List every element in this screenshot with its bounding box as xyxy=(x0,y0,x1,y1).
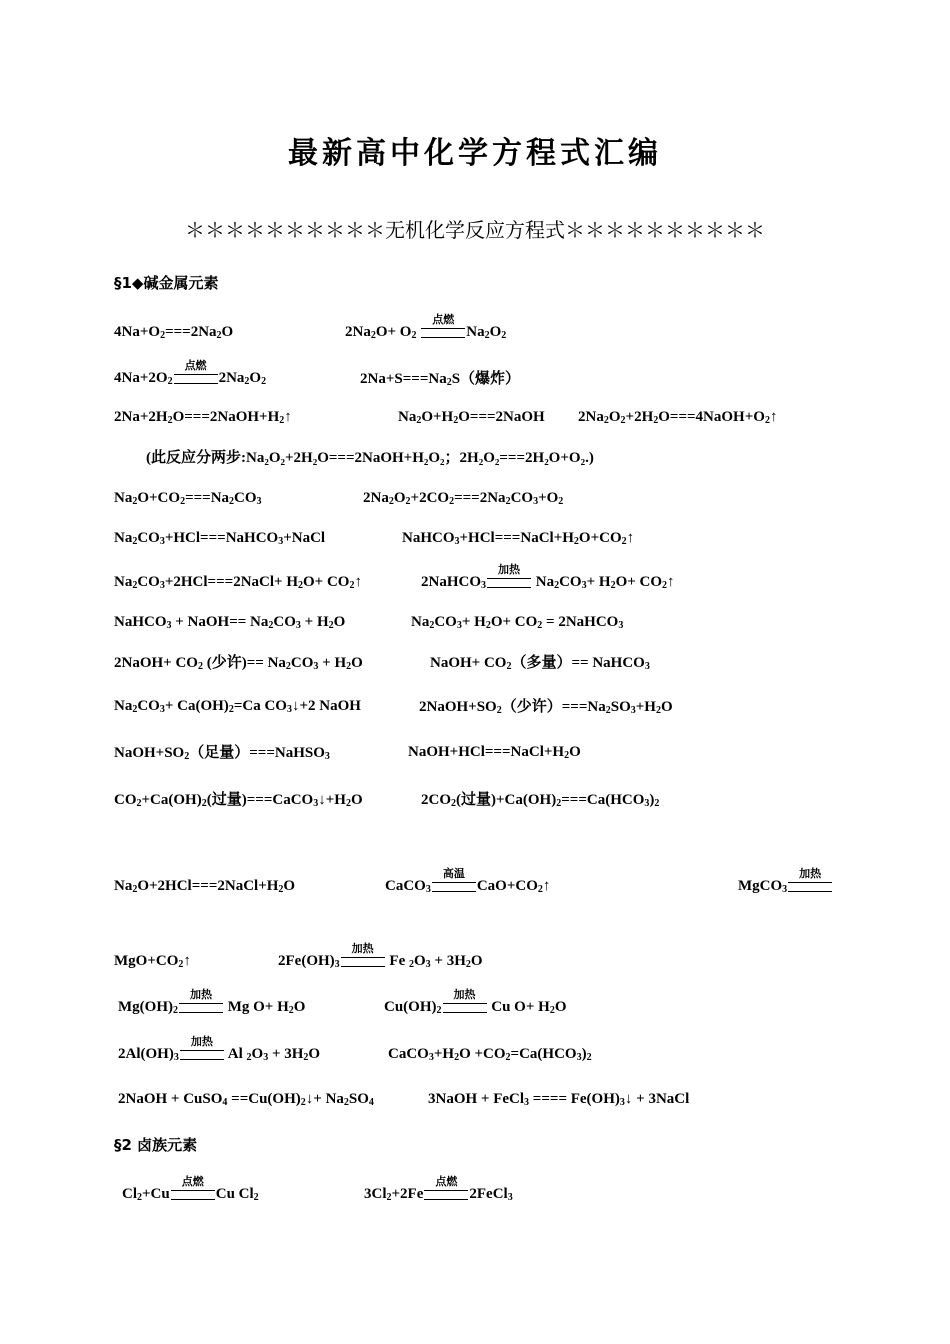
equation: $Na_2O+H_2O===2NaOH$ xyxy=(398,409,545,426)
reaction-arrow xyxy=(443,987,487,1013)
equation: $Na_2CO_3+ H_2O+ CO_2$ = 2NaHCO$_3$ xyxy=(411,614,624,631)
section-heading-alkali-metals: §1◆碱金属元素 xyxy=(114,274,219,292)
reaction-arrow xyxy=(179,987,223,1013)
equation: $2Na+2H_2O===2NaOH+H_2↑$ xyxy=(114,409,292,426)
equation: $Mg(OH)_2$ 加热 Mg $O+ H_2O$ xyxy=(118,997,305,1017)
equation: $Cl_2+Cu$ 点燃 Cu $Cl_2$ xyxy=(122,1184,259,1204)
equation: 3NaOH + FeCl$_3$ ==== $Fe(OH)_3↓$ + 3NaCl xyxy=(428,1091,690,1108)
reaction-arrow xyxy=(432,866,476,892)
condition-label: 高温 xyxy=(442,866,465,880)
equation: $2Na_2O_2+2CO_2===2Na_2CO_3+O_2$ xyxy=(363,490,564,507)
equation: $Na_2O+2HCl===2NaCl+H_2O$ xyxy=(114,878,296,895)
condition-label: 加热 xyxy=(799,866,822,880)
condition-label: 点燃 xyxy=(435,1174,458,1188)
equation: $NaOH+SO_2$（足量）===NaHSO$_3$ xyxy=(114,743,330,762)
equation: CaCO$_3$ 高温 $CaO+CO_2↑$ xyxy=(385,876,550,896)
equation: $MgO+CO_2↑$ xyxy=(114,953,191,970)
reaction-arrow xyxy=(180,1034,224,1060)
condition-label: 加热 xyxy=(190,1034,213,1048)
equation: $3Cl_2+2Fe$ 点燃 2FeCl$_3$ xyxy=(364,1184,513,1204)
page-title: 最新高中化学方程式汇编 xyxy=(288,136,662,171)
equation: $NaOH+HCl===NaCl+H_2O$ xyxy=(408,744,581,761)
equation: $2Na_2O_2+2H_2O===4NaOH+O_2↑$ xyxy=(578,409,778,426)
equation: $Cu(OH)_2$ 加热 Cu $O+ H_2O$ xyxy=(384,997,566,1017)
reaction-arrow xyxy=(424,1174,468,1200)
equation: $2Al(OH)_3$ 加热 Al $_2O_3 + 3H_2O$ xyxy=(118,1044,320,1064)
equation: $NaHCO_3+HCl===NaCl+H_2O+CO_2↑$ xyxy=(402,530,635,547)
equation: 2NaHCO$_3$ 加热 $Na_2CO_3+ H_2O+$ $CO_2↑$ xyxy=(421,572,675,592)
equation: $Na_2O+CO_2===Na_2CO_3$ xyxy=(114,490,262,507)
equation: $Na_2CO_3+ Ca(OH)_2=Ca$ $CO_3↓+2$ NaOH xyxy=(114,698,361,715)
condition-label: 点燃 xyxy=(181,1174,204,1188)
equation: $4Na+2O_2$ 点燃 $2Na_2O_2$ xyxy=(114,368,266,388)
condition-label: 加热 xyxy=(351,941,374,955)
condition-label: 点燃 xyxy=(184,358,207,372)
condition-label: 加热 xyxy=(189,987,212,1001)
equation: $2Fe(OH)_3$ 加热 Fe $_2O_3 + 3H_2O$ xyxy=(278,951,483,971)
equation: $2NaOH+SO_2$（少许）$===Na_2SO_3+H_2O$ xyxy=(419,697,673,716)
condition-label: 加热 xyxy=(498,562,520,576)
reaction-arrow xyxy=(171,1174,215,1200)
equation: 2NaOH+ $CO_2$ (少许)== $Na_2CO_3 + H_2O$ xyxy=(114,653,363,672)
note-two-step: (此反应分两步:Na₂O₂+2H₂O===2NaOH+H₂O₂；2H₂O₂===2H₂O+O₂.) xyxy=(146,450,594,466)
reaction-arrow xyxy=(487,562,531,588)
reaction-arrow xyxy=(341,941,385,967)
equation: $4Na+O_2===2Na_2O$ xyxy=(114,324,234,341)
equation: NaOH+ $CO_2$（多量）== NaHCO$_3$ xyxy=(430,653,650,672)
equation: $CO_2+Ca(OH)_2$(过量)$===CaCO_3↓+H_2O$ xyxy=(114,790,363,809)
subtitle: ＊＊＊＊＊＊＊＊＊＊无机化学反应方程式＊＊＊＊＊＊＊＊＊＊ xyxy=(185,218,765,242)
equation: $2Na_2O+ O_2$ 点燃 $Na_2O_2$ xyxy=(345,322,506,342)
equation: $2Na+S===Na_2S$（爆炸） xyxy=(360,369,521,388)
reaction-arrow xyxy=(174,358,218,384)
equation: $2CO_2$(过量)$+Ca(OH)_2===Ca(HCO_3)_2$ xyxy=(421,790,660,809)
equation: $CaCO_3+H_2O +CO_2=Ca(HCO_3)_2$ xyxy=(388,1046,592,1063)
equation: MgCO$_3$ 加热 xyxy=(738,876,833,896)
reaction-arrow xyxy=(788,866,832,892)
condition-label: 加热 xyxy=(453,987,476,1001)
equation: $Na_2CO_3+2HCl===2NaCl+ H_2O+$ $CO_2↑$ xyxy=(114,574,362,591)
reaction-arrow xyxy=(421,312,465,338)
equation: NaHCO$_3$ + NaOH== $Na_2CO_3 + H_2O$ xyxy=(114,614,346,631)
section-heading-halogens: §2 卤族元素 xyxy=(114,1136,198,1154)
condition-label: 点燃 xyxy=(432,312,455,326)
equation: $Na_2CO_3+HCl===NaHCO_3+NaCl$ xyxy=(114,530,326,547)
equation: 2NaOH + CuSO$_4$ $==Cu(OH)_2↓+ Na_2SO_4$ xyxy=(118,1091,374,1108)
